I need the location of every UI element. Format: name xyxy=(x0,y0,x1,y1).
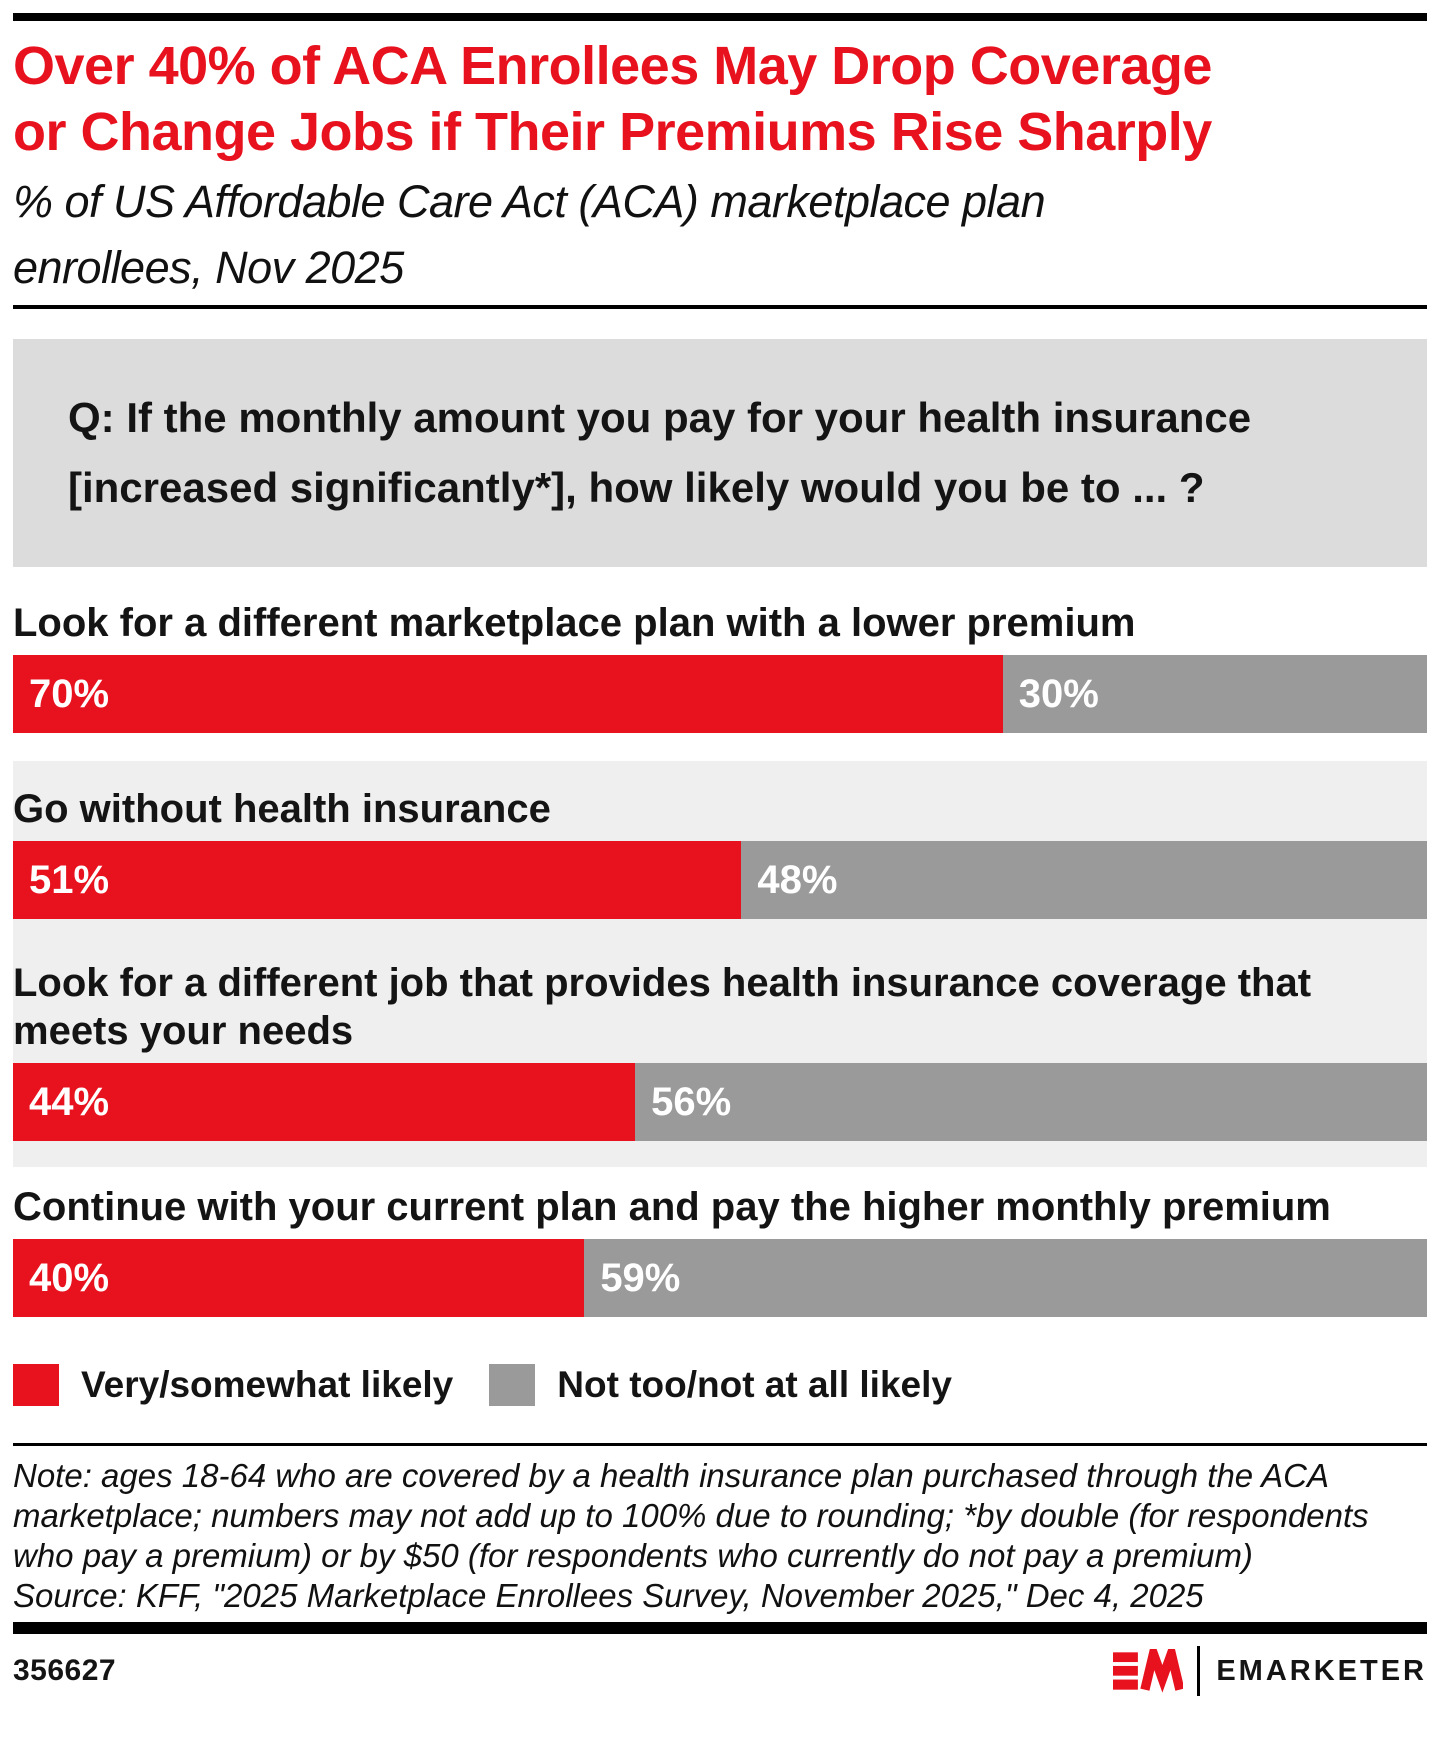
bar-value-label: 40% xyxy=(29,1255,110,1300)
bar-segment-likely xyxy=(13,655,1003,733)
brand-name: EMARKETER xyxy=(1216,1654,1427,1687)
chart-rows-bottom xyxy=(13,1183,1427,1317)
legend-item xyxy=(489,1361,952,1409)
bar-value-label: 70% xyxy=(29,671,110,716)
chart-row xyxy=(13,785,1427,919)
footnote-divider xyxy=(13,1443,1427,1446)
chart-id: 356627 xyxy=(13,1654,117,1687)
chart-subtitle xyxy=(13,169,1427,301)
bar-value-label: 30% xyxy=(1018,671,1099,716)
category-label: Look for a different job that provides health insurance coverage that meets your needs xyxy=(13,961,1312,1053)
chart-subtitle-line2: enrollees, Nov 2025 xyxy=(13,242,404,293)
legend-item xyxy=(13,1361,453,1409)
survey-question-box xyxy=(13,339,1427,567)
bar-segment-likely xyxy=(13,1063,635,1141)
stacked-bar xyxy=(13,1063,1427,1141)
em-logo-icon xyxy=(1113,1649,1183,1693)
legend-swatch xyxy=(13,1364,59,1406)
bar-value-label: 59% xyxy=(600,1255,681,1300)
bar-segment-not-likely xyxy=(635,1063,1427,1141)
legend-swatch xyxy=(489,1364,535,1406)
bar-value-label: 51% xyxy=(29,857,110,902)
bar-value-label: 48% xyxy=(757,857,838,902)
survey-question-line2: [increased significantly*], how likely would you be to ... ? xyxy=(68,464,1205,511)
stacked-bar xyxy=(13,655,1427,733)
footer xyxy=(13,1646,1427,1696)
source-text: Source: KFF, "2025 Marketplace Enrollees Survey, November 2025," Dec 4, 2025 xyxy=(13,1577,1204,1614)
header-divider xyxy=(13,305,1427,309)
chart-rows-band xyxy=(13,761,1427,1167)
bar-segment-not-likely xyxy=(741,841,1427,919)
chart-subtitle-line1: % of US Affordable Care Act (ACA) marketplace plan xyxy=(13,176,1046,227)
category-label: Continue with your current plan and pay the higher monthly premium xyxy=(13,1185,1331,1229)
stacked-bar xyxy=(13,1239,1427,1317)
bar-segment-not-likely xyxy=(1003,655,1427,733)
chart-rows-top xyxy=(13,599,1427,733)
page-title xyxy=(13,33,1427,165)
page-title-line1: Over 40% of ACA Enrollees May Drop Coverage xyxy=(13,36,1212,96)
chart-row xyxy=(13,1183,1427,1317)
note-text: Note: ages 18-64 who are covered by a health insurance plan purchased through the ACA marketplace; numbers may not add up to 100% due to rounding; *by double (for respondents who pay a premium) or by $50 (for respondents who currently do not pay a premium) xyxy=(13,1457,1369,1574)
legend-label: Very/somewhat likely xyxy=(81,1364,454,1405)
category-label: Go without health insurance xyxy=(13,787,551,831)
bar-value-label: 56% xyxy=(651,1079,732,1124)
legend-label: Not too/not at all likely xyxy=(557,1364,952,1405)
footnotes xyxy=(13,1456,1427,1616)
bar-segment-not-likely xyxy=(584,1239,1427,1317)
bar-segment-likely xyxy=(13,1239,584,1317)
chart-row xyxy=(13,599,1427,733)
emarketer-logo xyxy=(1113,1646,1427,1696)
category-label: Look for a different marketplace plan with a lower premium xyxy=(13,601,1136,645)
stacked-bar xyxy=(13,841,1427,919)
bar-segment-likely xyxy=(13,841,741,919)
bottom-rule xyxy=(13,1622,1427,1634)
chart-row xyxy=(13,959,1427,1141)
bar-value-label: 44% xyxy=(29,1079,110,1124)
page-title-line2: or Change Jobs if Their Premiums Rise Sharply xyxy=(13,102,1212,162)
chart-legend xyxy=(13,1361,1427,1409)
logo-divider xyxy=(1197,1646,1200,1696)
survey-question-line1: Q: If the monthly amount you pay for your health insurance xyxy=(68,394,1252,441)
top-rule xyxy=(13,13,1427,21)
